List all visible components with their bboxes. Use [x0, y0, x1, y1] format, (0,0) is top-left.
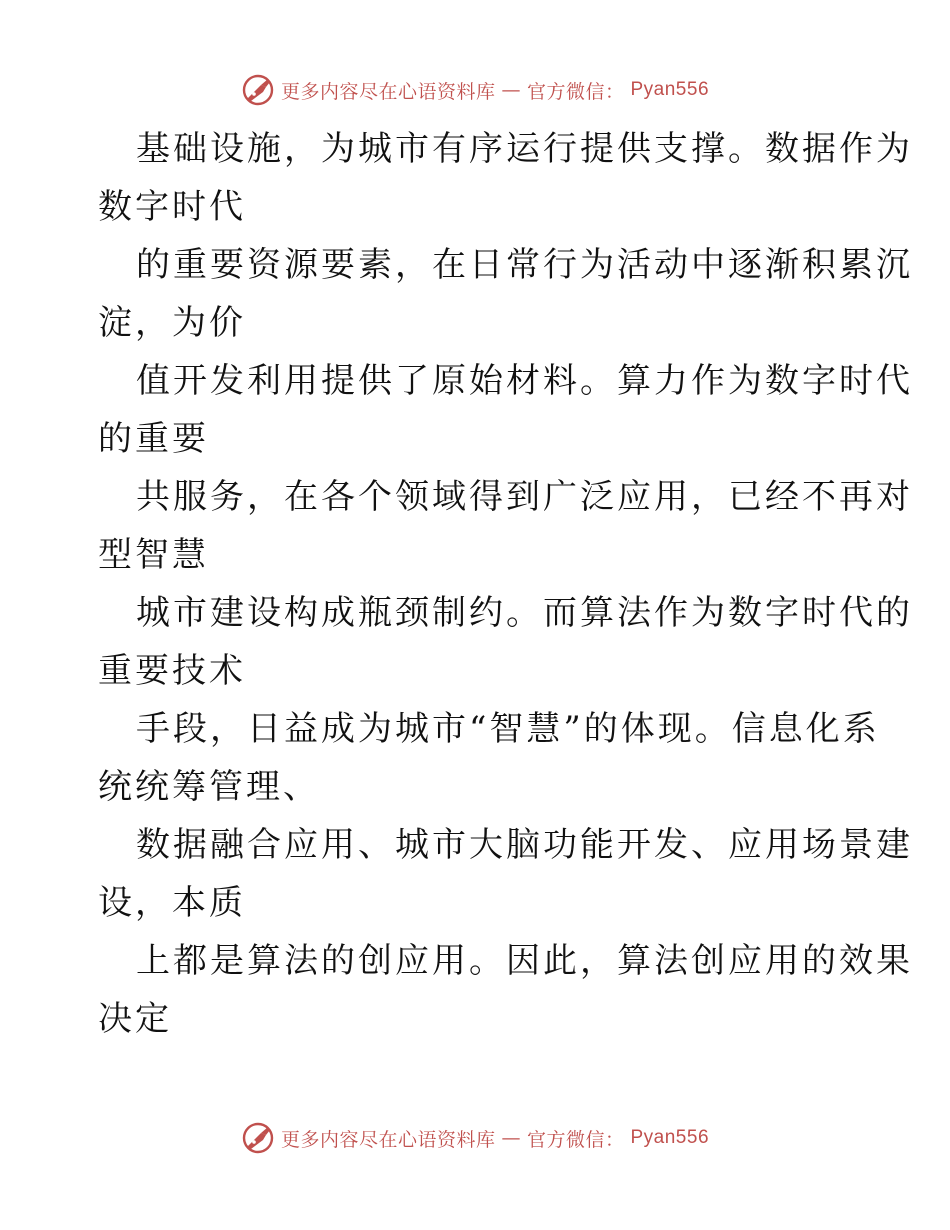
paragraph	[98, 120, 913, 236]
pen-nib-logo-icon	[241, 73, 275, 107]
paragraph-line: 手段，日益成为城市“智慧”的体现。信息化系	[136, 709, 880, 749]
paragraph	[98, 352, 913, 468]
paragraph-line: 城市建设构成瓶颈制约。而算法作为数字时代的	[136, 593, 913, 633]
watermark-account: Pyan556	[630, 1127, 710, 1148]
paragraph-line: 重要技术	[98, 651, 246, 691]
paragraph	[98, 584, 913, 700]
watermark-contact: 官方微信：	[526, 1128, 625, 1151]
watermark-text: 更多内容尽在心语资料库	[280, 80, 496, 103]
paragraph-line: 数据融合应用、城市大脑功能开发、应用场景建	[136, 825, 913, 865]
header-watermark	[0, 72, 950, 108]
paragraph-line: 统统筹管理、	[98, 767, 320, 807]
paragraph-line: 型智慧	[98, 535, 209, 575]
paragraph-line: 决定	[98, 999, 172, 1039]
paragraph-line: 数字时代	[98, 187, 246, 227]
paragraph-line: 基础设施，为城市有序运行提供支撑。数据作为	[136, 129, 913, 169]
paragraph	[98, 816, 913, 932]
watermark-contact: 官方微信：	[526, 80, 625, 103]
paragraph	[98, 236, 913, 352]
paragraph-line: 共服务，在各个领域得到广泛应用，已经不再对	[136, 477, 913, 517]
pen-nib-logo-icon	[241, 1121, 275, 1155]
paragraph-line: 淀，为价	[98, 303, 246, 343]
watermark-separator: —	[501, 1127, 521, 1149]
watermark-text: 更多内容尽在心语资料库	[280, 1128, 496, 1151]
paragraph-line: 设，本质	[98, 883, 246, 923]
paragraph	[98, 468, 913, 584]
paragraph	[98, 932, 913, 1048]
document-body	[98, 120, 913, 1048]
footer-watermark	[0, 1120, 950, 1156]
watermark-separator: —	[501, 79, 521, 101]
paragraph-line: 的重要	[98, 419, 209, 459]
paragraph-line: 值开发利用提供了原始材料。算力作为数字时代	[136, 361, 913, 401]
paragraph-line: 的重要资源要素，在日常行为活动中逐渐积累沉	[136, 245, 913, 285]
paragraph	[98, 700, 880, 816]
paragraph-line: 上都是算法的创应用。因此，算法创应用的效果	[136, 941, 913, 981]
watermark-account: Pyan556	[630, 79, 710, 100]
